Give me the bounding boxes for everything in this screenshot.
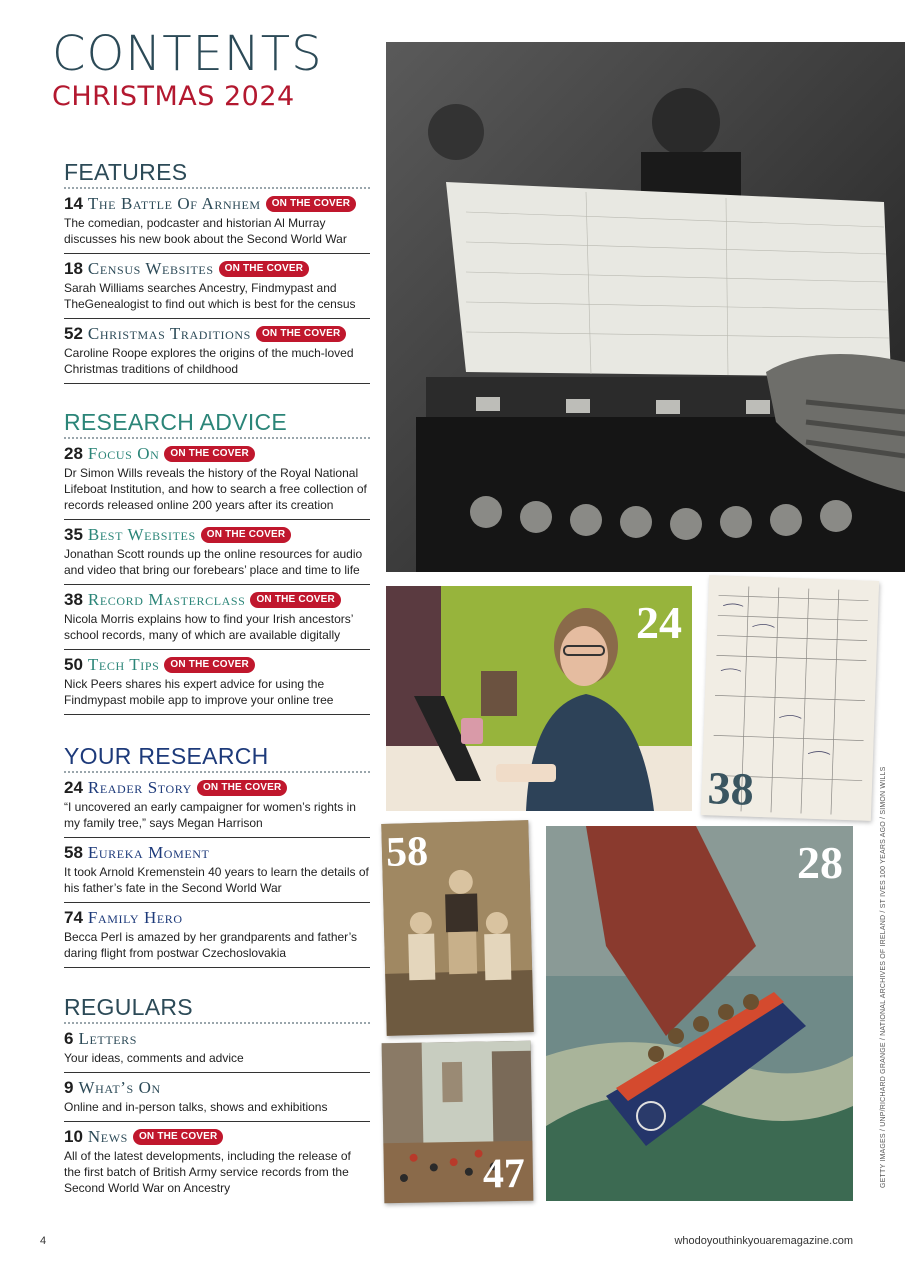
page-number: 4: [40, 1235, 47, 1247]
entry-page-number: 10: [64, 1127, 83, 1146]
section-heading: REGULARS: [64, 993, 370, 1024]
census-machine-illustration: [386, 42, 905, 572]
section-regulars: [64, 993, 370, 1202]
entry-description: The comedian, podcaster and historian Al Murray discusses his new book about the Second World War: [64, 216, 347, 246]
section-heading: RESEARCH ADVICE: [64, 408, 370, 439]
entry-description: It took Arnold Kremenstein 40 years to learn the details of his father’s fate in the Second World War: [64, 865, 369, 895]
entry-heading-row: [64, 323, 370, 345]
section-features: [64, 158, 370, 384]
on-the-cover-badge: ON THE COVER: [197, 780, 288, 796]
entry-title: Family Hero: [87, 908, 183, 927]
entry-description: Jonathan Scott rounds up the online resources for audio and video that bring our forebears’ place and time to life: [64, 547, 363, 577]
entry-page-number: 18: [64, 259, 83, 278]
on-the-cover-badge: ON THE COVER: [219, 261, 310, 277]
contents-entry[interactable]: [64, 439, 370, 520]
reader-story-photo: [386, 586, 692, 811]
entry-heading-row: [64, 1028, 370, 1050]
entry-title: The Battle Of Arnhem: [87, 194, 261, 213]
entry-title: Record Masterclass: [87, 590, 246, 609]
entry-description: Becca Perl is amazed by her grandparents and father’s daring flight from postwar Czechoslovakia: [64, 930, 358, 960]
entry-page-number: 52: [64, 324, 83, 343]
on-the-cover-badge: ON THE COVER: [250, 592, 341, 608]
on-the-cover-badge: ON THE COVER: [164, 657, 255, 673]
on-the-cover-badge: ON THE COVER: [164, 446, 255, 462]
website-url[interactable]: whodoyouthinkyouaremagazine.com: [674, 1235, 853, 1247]
entry-description: Nicola Morris explains how to find your Irish ancestors’ school records, many of which are available digitally: [64, 612, 354, 642]
entry-page-number: 24: [64, 778, 83, 797]
entry-heading-row: [64, 589, 370, 611]
contents-entry[interactable]: [64, 585, 370, 650]
entry-title: Census Websites: [87, 259, 214, 278]
entry-heading-row: [64, 258, 370, 280]
entry-title: Letters: [78, 1029, 138, 1048]
on-the-cover-badge: ON THE COVER: [256, 326, 347, 342]
entry-description: Sarah Williams searches Ancestry, Findmypast and TheGenealogist to find out which is best for the census: [64, 281, 356, 311]
entry-description: “I uncovered an early campaigner for women’s rights in my family tree,” says Megan Harrison: [64, 800, 356, 830]
section-heading: FEATURES: [64, 158, 370, 189]
entry-title: Eureka Moment: [87, 843, 210, 862]
entry-heading-row: [64, 777, 370, 799]
contents-entry[interactable]: [64, 1122, 370, 1202]
entry-heading-row: [64, 654, 370, 676]
contents-entry[interactable]: [64, 773, 370, 838]
entry-heading-row: [64, 443, 370, 465]
entry-page-number: 74: [64, 908, 83, 927]
entry-title: Focus On: [87, 444, 160, 463]
photo-page-number-24: 24: [636, 597, 682, 648]
on-the-cover-badge: ON THE COVER: [133, 1129, 224, 1145]
section-heading: YOUR RESEARCH: [64, 742, 370, 773]
page-title: CONTENTS: [52, 26, 323, 82]
contents-entry[interactable]: [64, 189, 370, 254]
contents-header: [52, 28, 323, 112]
section-your-research: [64, 742, 370, 968]
entry-description: Online and in-person talks, shows and exhibitions: [64, 1100, 328, 1114]
entry-heading-row: [64, 907, 370, 929]
contents-entry[interactable]: [64, 520, 370, 585]
entry-description: Your ideas, comments and advice: [64, 1051, 244, 1065]
photo-credits: GETTY IMAGES / UNP/RICHARD GRANGE / NATIONAL ARCHIVES OF IRELAND / ST IVES 100 YEARS AGO / SIMON WILLS: [880, 766, 887, 1188]
children-photo: [381, 820, 533, 1036]
contents-entry[interactable]: [64, 838, 370, 903]
entry-page-number: 28: [64, 444, 83, 463]
entry-page-number: 6: [64, 1029, 74, 1048]
entry-page-number: 9: [64, 1078, 74, 1097]
entry-heading-row: [64, 524, 370, 546]
entry-description: Nick Peers shares his expert advice for using the Findmypast mobile app to improve your online tree: [64, 677, 334, 707]
on-the-cover-badge: ON THE COVER: [201, 527, 292, 543]
photo-page-number-28: 28: [797, 837, 843, 888]
entry-title: Best Websites: [87, 525, 196, 544]
photo-page-number-47: 47: [482, 1150, 526, 1198]
entry-heading-row: [64, 193, 370, 215]
entry-page-number: 58: [64, 843, 83, 862]
entry-page-number: 50: [64, 655, 83, 674]
contents-entry[interactable]: [64, 903, 370, 968]
entry-description: Caroline Roope explores the origins of the much-loved Christmas traditions of childhood: [64, 346, 354, 376]
entry-page-number: 14: [64, 194, 83, 213]
entry-description: Dr Simon Wills reveals the history of the Royal National Lifeboat Institution, and how to search a free collection of records released online 200 years after its creation: [64, 466, 367, 512]
entry-title: Reader Story: [87, 778, 192, 797]
entry-title: What’s On: [78, 1078, 161, 1097]
entry-heading-row: [64, 1126, 370, 1148]
section-research-advice: [64, 408, 370, 715]
contents-entry[interactable]: [64, 650, 370, 715]
entry-title: Tech Tips: [87, 655, 160, 674]
entry-page-number: 38: [64, 590, 83, 609]
entry-heading-row: [64, 842, 370, 864]
school-record-photo: [701, 575, 879, 821]
census-machine-photo: [386, 42, 905, 572]
contents-entry[interactable]: [64, 1073, 370, 1122]
entry-heading-row: [64, 1077, 370, 1099]
entry-page-number: 35: [64, 525, 83, 544]
entry-title: News: [87, 1127, 128, 1146]
lifeboat-painting: [546, 826, 853, 1201]
on-the-cover-badge: ON THE COVER: [266, 196, 357, 212]
issue-subtitle: CHRISTMAS 2024: [52, 81, 295, 112]
contents-entry[interactable]: [64, 1024, 370, 1073]
contents-entry[interactable]: [64, 254, 370, 319]
photo-page-number-38: 38: [706, 762, 755, 815]
entry-description: All of the latest developments, including the release of the first batch of British Army service records from the Second World War on Ancestry: [64, 1149, 351, 1195]
photo-page-number-58: 58: [385, 828, 429, 876]
entry-title: Christmas Traditions: [87, 324, 251, 343]
street-scene-photo: [382, 1041, 534, 1204]
contents-entry[interactable]: [64, 319, 370, 384]
